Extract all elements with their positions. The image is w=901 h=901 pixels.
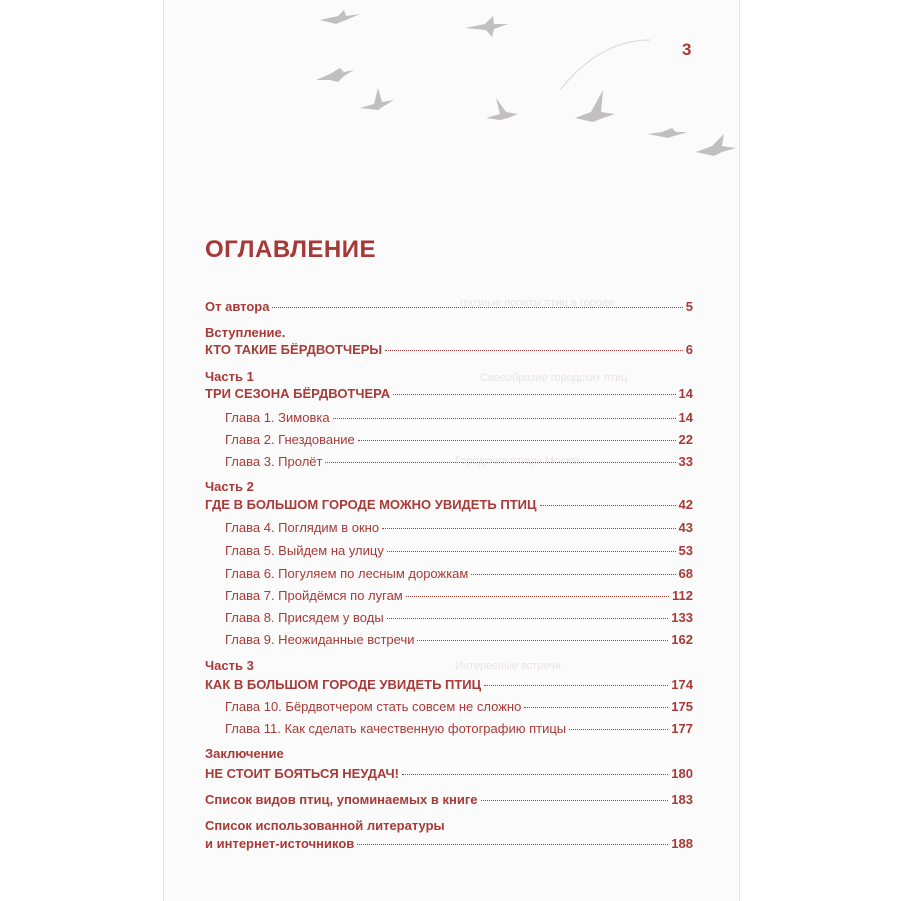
- dot-leader: [484, 685, 668, 686]
- toc-entry-label: НЕ СТОИТ БОЯТЬСЯ НЕУДАЧ!: [205, 766, 399, 781]
- toc-page-number: 162: [671, 632, 693, 647]
- toc-page-number: 177: [671, 721, 693, 736]
- toc-heading-part3: Часть 3: [205, 658, 254, 673]
- toc-page-number: 43: [678, 520, 693, 535]
- toc-page-number: 133: [671, 610, 693, 625]
- dot-leader: [387, 618, 669, 619]
- toc-page-number: 188: [671, 836, 693, 851]
- toc-entry-label: и интернет-источников: [205, 836, 355, 851]
- toc-heading-part1: Часть 1: [205, 369, 254, 384]
- dot-leader: [333, 418, 676, 419]
- toc-entry-label: Глава 3. Пролёт: [225, 454, 323, 469]
- toc-heading-part2: Часть 2: [205, 479, 254, 494]
- toc-page-number: 33: [678, 454, 693, 469]
- toc-entry-label: От автора: [205, 299, 270, 314]
- toc-page-number: 42: [678, 497, 693, 512]
- toc-entry-label: ТРИ СЕЗОНА БЁРДВОТЧЕРА: [205, 386, 391, 401]
- toc-entry-part3[interactable]: [205, 677, 693, 692]
- toc-entry-author[interactable]: [205, 299, 693, 314]
- toc-title: ОГЛАВЛЕНИЕ: [205, 236, 377, 263]
- toc-entry-intro[interactable]: [205, 342, 693, 357]
- toc-entry-label: Список видов птиц, упоминаемых в книге: [205, 792, 478, 807]
- flying-cranes-illustration: [0, 0, 901, 200]
- toc-entry-label: КТО ТАКИЕ БЁРДВОТЧЕРЫ: [205, 342, 383, 357]
- toc-entry-chapter-11[interactable]: [225, 721, 693, 736]
- toc-heading-intro: Вступление.: [205, 325, 286, 340]
- dot-leader: [325, 462, 675, 463]
- bleed-through-text: грозные полеты птиц в городе: [460, 297, 615, 309]
- toc-entry-label: Глава 6. Погуляем по лесным дорожкам: [225, 566, 469, 581]
- toc-page-number: 5: [685, 299, 693, 314]
- toc-entry-label: Глава 4. Поглядим в окно: [225, 520, 380, 535]
- dot-leader: [387, 551, 676, 552]
- toc-entry-chapter-7[interactable]: [225, 588, 693, 603]
- toc-entry-chapter-2[interactable]: [225, 432, 693, 447]
- toc-page-number: 183: [671, 792, 693, 807]
- dot-leader: [406, 596, 669, 597]
- toc-entry-chapter-5[interactable]: [225, 543, 693, 558]
- toc-entry-conclusion[interactable]: [205, 766, 693, 781]
- toc-heading-conclusion: Заключение: [205, 746, 284, 761]
- bleed-through-text: Своеобразие городских птиц: [480, 372, 628, 384]
- toc-page-number: 112: [672, 588, 693, 603]
- toc-entry-label: КАК В БОЛЬШОМ ГОРОДЕ УВИДЕТЬ ПТИЦ: [205, 677, 482, 692]
- page-number: 3: [682, 40, 692, 59]
- dot-leader: [471, 574, 675, 575]
- bleed-through-text: Интересные встречи: [455, 660, 561, 672]
- toc-entry-literature[interactable]: [205, 836, 693, 851]
- dot-leader: [358, 440, 676, 441]
- toc-page-number: 174: [671, 677, 693, 692]
- toc-entry-label: Глава 2. Гнездование: [225, 432, 355, 447]
- toc-entry-part1[interactable]: [205, 386, 693, 401]
- dot-leader: [382, 528, 675, 529]
- dot-leader: [402, 774, 668, 775]
- toc-entry-chapter-6[interactable]: [225, 566, 693, 581]
- toc-page-number: 14: [678, 410, 693, 425]
- toc-entry-label: Глава 5. Выйдем на улицу: [225, 543, 384, 558]
- toc-page-number: 14: [678, 386, 693, 401]
- dot-leader: [272, 307, 682, 308]
- dot-leader: [357, 844, 668, 845]
- toc-entry-label: Глава 7. Пройдёмся по лугам: [225, 588, 403, 603]
- dot-leader: [540, 505, 676, 506]
- toc-page-number: 180: [671, 766, 693, 781]
- toc-entry-part2[interactable]: [205, 497, 693, 512]
- toc-entry-label: Глава 11. Как сделать качественную фотографию птицы: [225, 721, 567, 736]
- toc-entry-chapter-1[interactable]: [225, 410, 693, 425]
- toc-entry-chapter-8[interactable]: [225, 610, 693, 625]
- toc-page-number: 22: [678, 432, 693, 447]
- toc-entry-chapter-4[interactable]: [225, 520, 693, 535]
- dot-leader: [385, 350, 683, 351]
- dot-leader: [569, 729, 668, 730]
- dot-leader: [481, 800, 669, 801]
- bleed-through-text: Городские птицы Москвы: [455, 455, 585, 467]
- toc-entry-label: Глава 1. Зимовка: [225, 410, 330, 425]
- dot-leader: [393, 394, 675, 395]
- toc-page-number: 175: [671, 699, 693, 714]
- toc-entry-label: ГДЕ В БОЛЬШОМ ГОРОДЕ МОЖНО УВИДЕТЬ ПТИЦ: [205, 497, 537, 512]
- dot-leader: [417, 640, 668, 641]
- toc-heading-literature: Список использованной литературы: [205, 818, 445, 833]
- toc-page-number: 68: [678, 566, 693, 581]
- toc-entry-species[interactable]: [205, 792, 693, 807]
- toc-entry-label: Глава 10. Бёрдвотчером стать совсем не сложно: [225, 699, 522, 714]
- toc-entry-label: Глава 8. Присядем у воды: [225, 610, 384, 625]
- toc-entry-label: Глава 9. Неожиданные встречи: [225, 632, 415, 647]
- toc-entry-chapter-9[interactable]: [225, 632, 693, 647]
- toc-page-number: 53: [678, 543, 693, 558]
- toc-entry-chapter-10[interactable]: [225, 699, 693, 714]
- toc-entry-chapter-3[interactable]: [225, 454, 693, 469]
- dot-leader: [524, 707, 668, 708]
- toc-page-number: 6: [685, 342, 693, 357]
